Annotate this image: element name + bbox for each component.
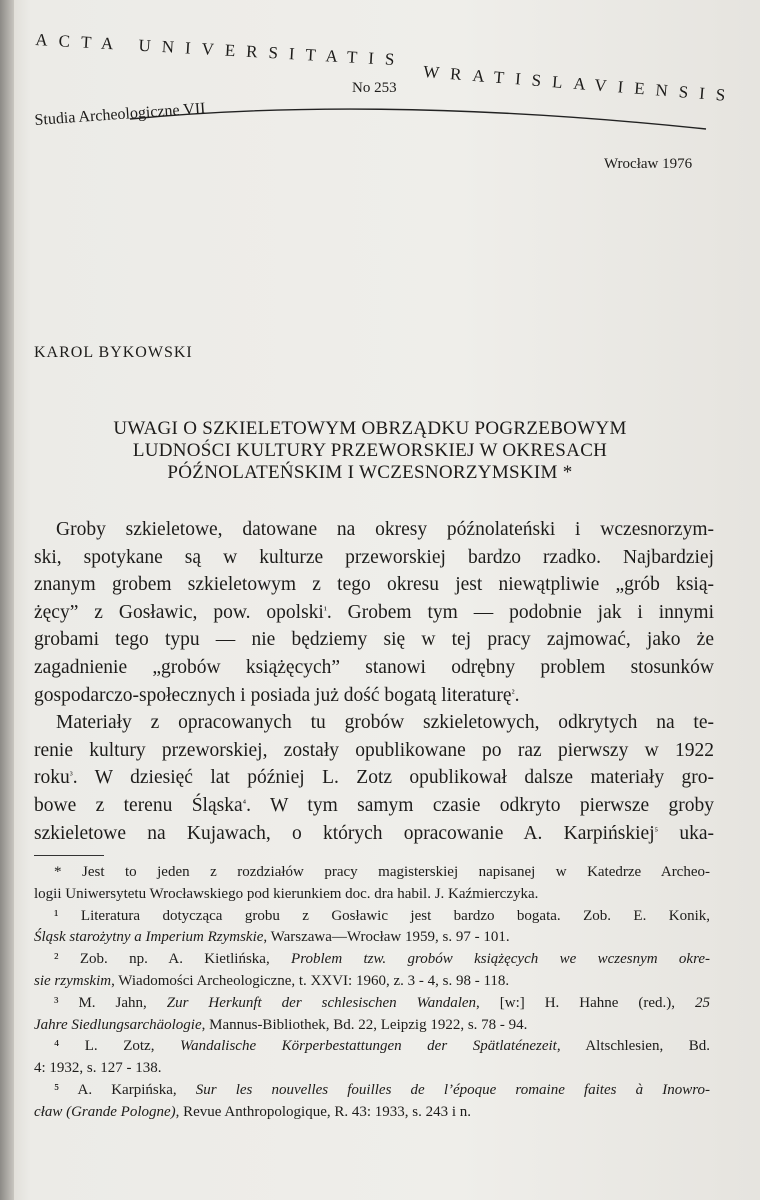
citation-title: cław (Grande Pologne) [34, 1103, 176, 1120]
citation-author: ⁵ A. Karpińska, [54, 1081, 196, 1098]
citation-title: 25 [694, 994, 710, 1011]
text-run: szkieletowe na Kujawach, o których opracowanie A. Karpińskiej [34, 822, 655, 844]
footnote-2 [34, 949, 710, 971]
footnote-star: * Jest to jeden z rozdziałów pracy magisterskiej napisanej w Katedrze Archeo- [54, 864, 710, 880]
title-line: UWAGI O SZKIELETOWYM OBRZĄDKU POGRZEBOWYM [113, 418, 627, 439]
title-line: PÓŹNOLATEŃSKIM I WCZESNORZYMSKIM * [167, 462, 573, 483]
footnote-divider [34, 855, 104, 856]
footnote-ref[interactable]: ² [511, 687, 515, 699]
text-run: . W dziesięć lat później L. Zotz opublikował dalsze materiały gro- [72, 767, 714, 789]
book-spine-shadow [0, 0, 14, 1200]
citation-title: sie rzymskim [34, 972, 112, 989]
citation-title: Wandalische Körperbestattungen der Spätlaténezeit [180, 1038, 557, 1055]
text-line: renie kultury przeworskiej, zostały opublikowane po raz pierwszy w 1922 [34, 739, 714, 761]
text-line: Groby szkieletowe, datowane na okresy późnolateński i wczesnorzym- [56, 519, 714, 540]
citation-rest: , [w:] H. Hahne (red.), [476, 994, 695, 1011]
issue-number: No 253 [352, 80, 397, 96]
footnote-ref[interactable]: ⁵ [654, 825, 659, 837]
text-run: gospodarczo-społecznych i posiada już dość bogatą literaturę [34, 684, 512, 706]
citation-rest: , Altschlesien, Bd. [556, 1038, 711, 1055]
citation-author: ² Zob. np. A. Kietlińska, [54, 951, 292, 968]
footnote-3-cont [34, 1015, 710, 1037]
footnote-4-cont: 4: 1932, s. 127 - 138. [34, 1060, 162, 1077]
text-line: znanym grobem szkieletowym z tego okresu jest niewątpliwie „grób ksią- [34, 574, 714, 596]
footnote-ref[interactable]: ¹ [323, 604, 327, 616]
series-title-left: ACTA UNIVERSITATIS [34, 30, 406, 70]
text-line: zagadnienie „grobów książęcych” stanowi odrębny problem stosunków [34, 656, 714, 678]
text-run: uka- [658, 822, 714, 844]
citation-rest: , Warszawa—Wrocław 1959, s. 97 - 101. [263, 929, 510, 946]
footnote-2-cont [34, 971, 710, 993]
text-run: . [514, 684, 520, 706]
footnote-3 [34, 993, 710, 1015]
paragraph [34, 709, 714, 847]
place-year: Wrocław 1976 [604, 156, 693, 172]
footnote-1-cont [34, 927, 710, 949]
citation-title: Zur Herkunft der schlesischen Wandalen [166, 994, 477, 1011]
text-line: ski, spotykane są w kulturze przeworskiej bardzo rzadko. Najbardziej [34, 546, 714, 568]
text-line [34, 792, 714, 820]
journal-subtitle: Studia Archeologiczne VII [34, 100, 206, 129]
citation-author: ³ M. Jahn, [54, 994, 167, 1011]
footnote-5 [34, 1080, 710, 1102]
citation-rest: , Mannus-Bibliothek, Bd. 22, Leipzig 1922, s. 78 - 94. [201, 1016, 528, 1033]
citation-author: ⁴ L. Zotz, [54, 1038, 180, 1055]
citation-title: Problem tzw. grobów książęcych we wczesnym okre- [291, 951, 711, 968]
author-name: KAROL BYKOWSKI [34, 344, 193, 361]
article-title [60, 418, 680, 484]
header-curved-rule [130, 95, 710, 135]
text-line: grobami tego typu — nie będziemy się w tej pracy zajmować, jako że [34, 629, 714, 651]
text-line: Materiały z opracowanych tu grobów szkieletowych, odkrytych na te- [56, 712, 714, 734]
text-run: . W tym samym czasie odkryto pierwsze groby [246, 794, 714, 816]
footnote-ref[interactable]: ³ [69, 770, 73, 782]
footnotes [34, 862, 710, 1124]
citation-title: Sur les nouvelles fouilles de l’époque romaine faites à Inowro- [195, 1081, 710, 1098]
title-line: LUDNOŚCI KULTURY PRZEWORSKIEJ W OKRESACH [132, 440, 608, 461]
citation-title: Śląsk starożytny a Imperium Rzymskie [34, 929, 264, 946]
paragraph [34, 516, 714, 709]
footnote-ref[interactable]: ⁴ [242, 797, 247, 809]
citation-rest: , Wiadomości Archeologiczne, t. XXVI: 1960, z. 3 - 4, s. 98 - 118. [111, 972, 510, 989]
text-run: . Grobem tym — podobnie jak i innymi [326, 601, 714, 623]
text-line [34, 682, 714, 710]
footnote-4 [34, 1036, 710, 1058]
footnote-5-cont [34, 1102, 710, 1124]
citation-rest: , Revue Anthropologique, R. 43: 1933, s. 243 i n. [175, 1103, 472, 1120]
series-title-right: WRATISLAVIENSIS [422, 62, 737, 106]
text-run: roku [34, 767, 70, 789]
text-run: żęcy” z Gosławic, pow. opolski [34, 601, 324, 623]
footnote-1: ¹ Literatura dotycząca grobu z Gosławic jest bardzo bogata. Zob. E. Konik, [54, 907, 710, 924]
text-line [34, 599, 714, 627]
text-run: bowe z terenu Śląska [34, 794, 243, 816]
text-line [34, 764, 714, 792]
citation-title: Jahre Siedlungsarchäologie [34, 1016, 202, 1033]
article-body [34, 516, 714, 847]
text-line [34, 820, 714, 848]
footnote-star-cont: logii Uniwersytetu Wrocławskiego pod kierunkiem doc. dra habil. J. Kaźmierczyka. [34, 885, 539, 902]
